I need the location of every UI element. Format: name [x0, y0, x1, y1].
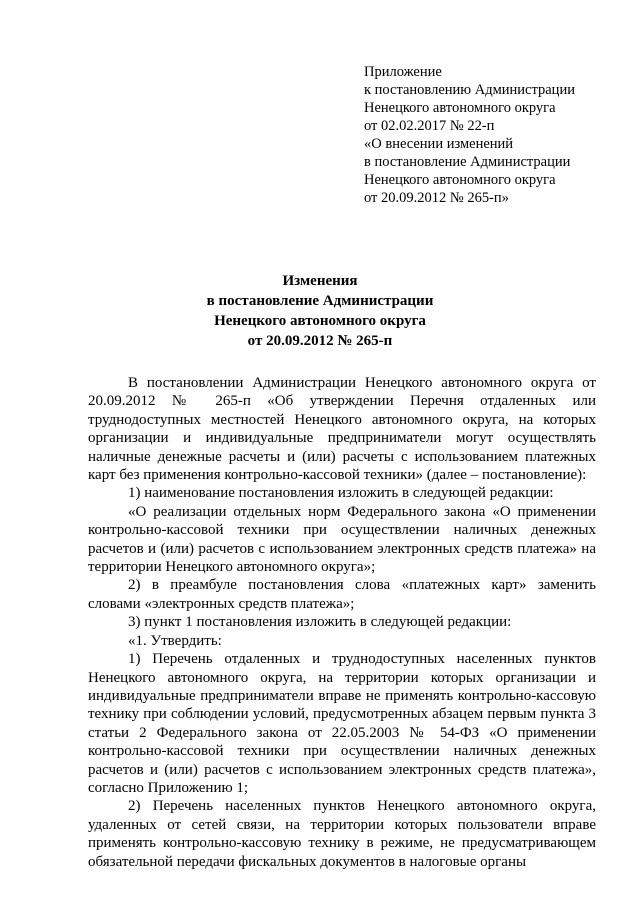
appendix-line: от 20.09.2012 № 265-п» [364, 190, 509, 206]
body-paragraph-approve: «1. Утвердить: [128, 632, 222, 649]
title-line: от 20.09.2012 № 265-п [247, 333, 393, 349]
body-paragraph-list-2: 2) Перечень населенных пунктов Ненецкого автономного округа, удаленных от сетей связи, на территории которых пользователи вправе применять контрольно-кассовую технику в режиме, не предусматривающем обязательной передачи фискальных документов в налоговые органы [88, 798, 596, 870]
body-paragraph-item-3: 3) пункт 1 постановления изложить в следующей редакции: [128, 614, 512, 631]
body-paragraph-list-1: 1) Перечень отдаленных и труднодоступных населенных пунктов Ненецкого автономного округа, на территории которых организации и индивидуальные предприниматели вправе не применять контрольно-кассовую технику при соблюдении условий, предусмотренных абзацем первым пункта 3 статьи 2 Федерального закона от 22.05.2003 № 54-ФЗ «О применении контрольно-кассовой техники при осуществлении наличных денежных расчетов и (или) расчетов с использованием электронных средств платежа», согласно Приложению 1; [88, 651, 596, 796]
appendix-header [364, 63, 575, 207]
appendix-line: «О внесении изменений [364, 136, 514, 152]
title-line: Ненецкого автономного округа [214, 313, 426, 329]
title-line: в постановление Администрации [206, 293, 434, 309]
title-line: Изменения [282, 273, 358, 289]
body-paragraph-item-1: 1) наименование постановления изложить в следующей редакции: [128, 485, 554, 502]
appendix-line: Приложение [364, 64, 442, 80]
appendix-line: к постановлению Администрации [364, 82, 575, 98]
appendix-line: Ненецкого автономного округа [364, 172, 556, 188]
body-paragraph-quote: «О реализации отдельных норм Федерального закона «О применении контрольно-кассовой техники при осуществлении наличных денежных расчетов и (или) расчетов с использованием электронных средств платежа» на территории Ненецкого автономного округа»; [88, 503, 596, 576]
body-paragraph-intro: В постановлении Администрации Ненецкого автономного округа от 20.09.2012 № 265-п «Об утверждении Перечня отдаленных или труднодоступных местностей Ненецкого автономного округа, на которых организации и индивидуальные предприниматели могут осуществлять наличные денежные расчеты и (или) расчеты с использованием платежных карт без применения контрольно-кассовой техники» (далее – постановление): [88, 375, 596, 484]
body-paragraph-item-2: 2) в преамбуле постановления слова «платежных карт» заменить словами «электронных средств платежа»; [88, 577, 596, 612]
document-title [0, 271, 640, 351]
appendix-line: от 02.02.2017 № 22-п [364, 118, 495, 134]
appendix-line: Ненецкого автономного округа [364, 100, 556, 116]
document-body [88, 374, 596, 871]
appendix-line: в постановление Администрации [364, 154, 571, 170]
